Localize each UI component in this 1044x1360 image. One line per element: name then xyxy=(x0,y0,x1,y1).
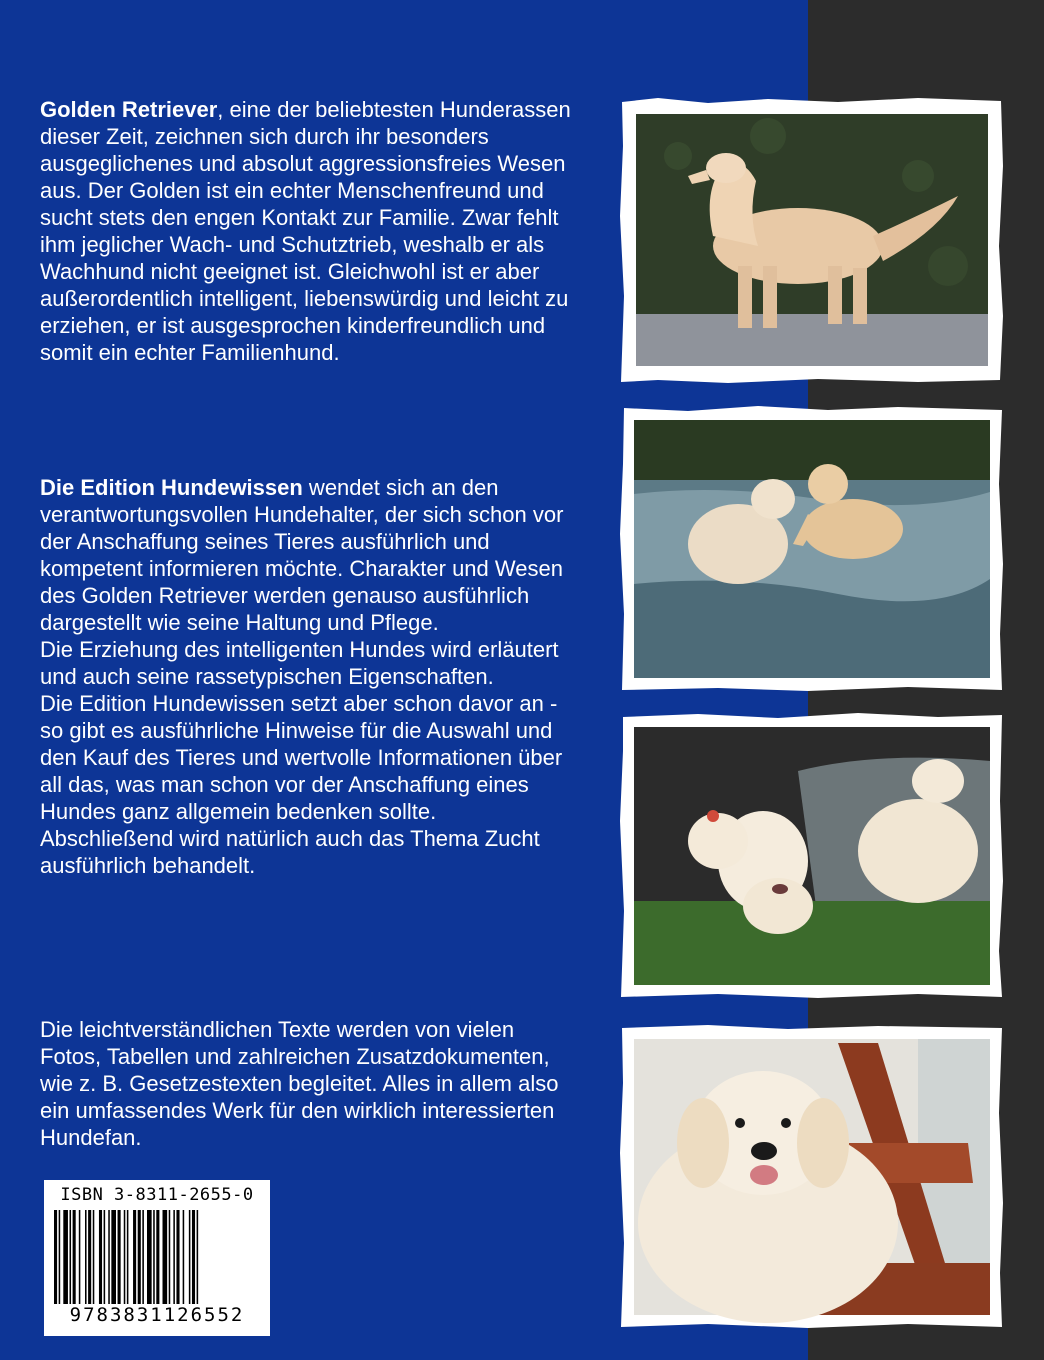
ean-number: 9783831126552 xyxy=(69,1304,245,1326)
paragraph-3-body: Die leichtverständlichen Texte werden von vielen Fotos, Tabellen und zahlreichen Zusatzdokumenten, wie z. B. Gesetzestexten begleitet. Alles in allem also ein umfassendes Werk für den wirklich interessierten Hundefan. xyxy=(40,1017,559,1150)
description-paragraph-1 xyxy=(40,96,580,366)
description-paragraph-2 xyxy=(40,474,580,879)
photo-golden-retriever-portrait xyxy=(618,1023,1005,1330)
photo-retrievers-in-water xyxy=(618,404,1005,693)
paragraph-1-body: , eine der beliebtesten Hunderassen dieser Zeit, zeichnen sich durch ihr besonders ausgeglichenes und absolut aggressionsfreies Wesen aus. Der Golden ist ein echter Menschenfreund und sucht stets den engen Kontakt zur Familie. Zwar fehlt ihm jeglicher Wach- und Schutztrieb, weshalb er als Wachhund nicht geeignet ist. Gleichwohl ist er aber außerordentlich intelligent, liebenswürdig und leicht zu erziehen, er ist ausgesprochen kinderfreundlich und somit ein echter Familienhund. xyxy=(40,97,571,365)
lead-golden-retriever: Golden Retriever xyxy=(40,97,218,122)
ean-barcode-icon xyxy=(52,1210,264,1304)
isbn-number: ISBN 3-8311-2655-0 xyxy=(60,1185,254,1205)
lead-edition-hundewissen: Die Edition Hundewissen xyxy=(40,475,303,500)
paragraph-2-body: wendet sich an den verantwortungsvollen Hundehalter, der sich schon vor der Anschaffung seines Tieres ausführlich und kompetent informieren möchte. Charakter und Wesen des Golden Retriever werden genauso ausführlich dargestellt wie seine Haltung und Pflege. xyxy=(40,475,564,635)
paragraph-2-zucht: Abschließend wird natürlich auch das Thema Zucht ausführlich behandelt. xyxy=(40,826,540,878)
photo-standing-golden-retriever xyxy=(618,96,1005,384)
paragraph-2-erziehung: Die Erziehung des intelligenten Hundes wird erläutert und auch seine rassetypischen Eigenschaften. xyxy=(40,637,559,689)
isbn-barcode-box xyxy=(44,1180,270,1336)
paragraph-2-auswahl: Die Edition Hundewissen setzt aber schon davor an - so gibt es ausführliche Hinweise für die Auswahl und den Kauf des Tieres und wertvolle Informationen über all das, was man schon vor der Anschaffung eines Hundes ganz allgemein bedenken sollte. xyxy=(40,691,563,824)
description-paragraph-3 xyxy=(40,1016,580,1151)
photo-puppies-playing xyxy=(618,711,1005,1000)
